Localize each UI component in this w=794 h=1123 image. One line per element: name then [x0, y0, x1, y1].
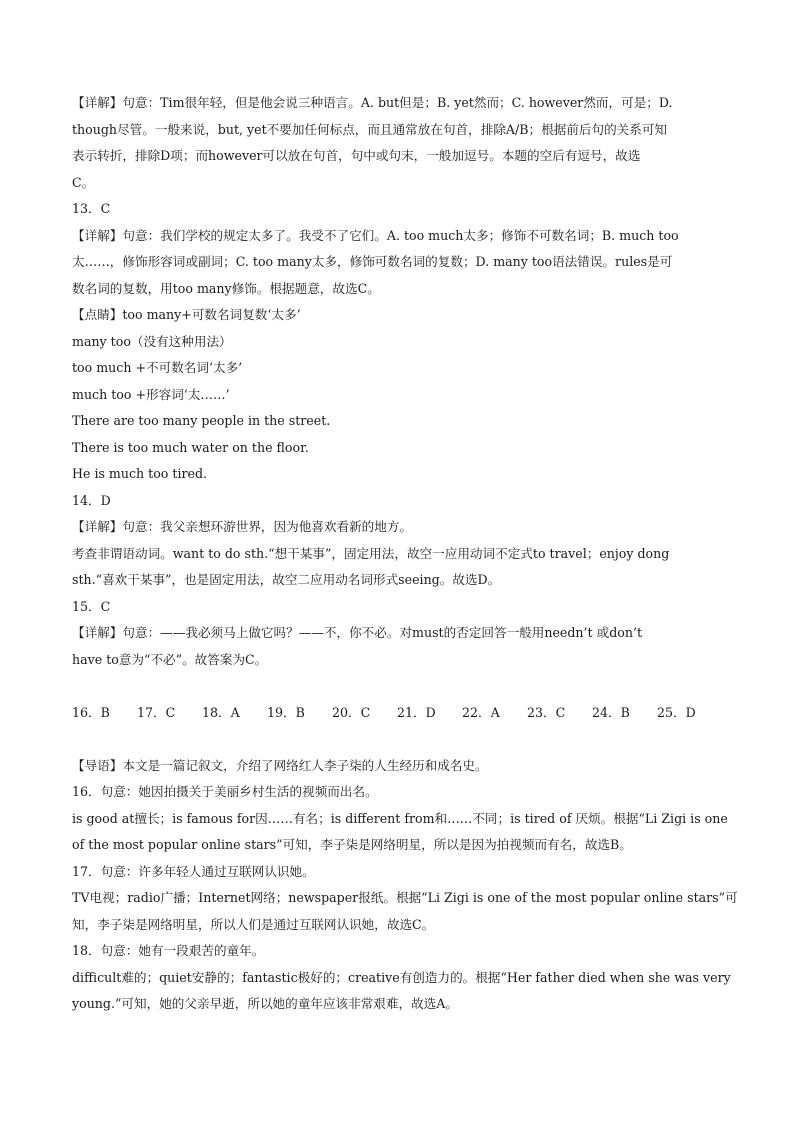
text-line	[72, 1018, 722, 1045]
text-line: 17．句意：许多年轻人通过互联网认识她。	[72, 863, 315, 879]
text-line: have to意为“不必”。故答案为C。	[72, 651, 268, 667]
text-line: 数名词的复数，用too many修饰。根据题意，故选C。	[72, 280, 380, 296]
example-sentence: There are too many people in the street.	[72, 413, 331, 428]
text-line: C。	[72, 174, 95, 190]
answer-item: 20．C	[332, 704, 371, 720]
text-line: is good at擅长；is famous for因……有名；is different from和……不同；is tired of 厌烦。根据“Li Zigi is one	[72, 810, 728, 826]
text-line: though尽管。一般来说，but, yet不要加任何标点，而且通常放在句首，排除A/B；根据前后句的关系可知	[72, 121, 668, 137]
answer-key-row	[72, 700, 722, 727]
answer-item: 24．B	[592, 704, 630, 720]
answer-item: 18．A	[202, 704, 240, 720]
text-line: 太……，修饰形容词或副词；C. too many太多，修饰可数名词的复数；D. many too语法错误。rules是可	[72, 254, 673, 269]
answer-item: 21．D	[397, 704, 436, 720]
answer-item: 16．B	[72, 704, 110, 720]
document-body	[72, 90, 738, 1044]
text-line: 16．句意：她因拍摄关于美丽乡村生活的视频而出名。	[72, 784, 378, 799]
text-line: too much +不可数名词‘太多’	[72, 360, 243, 375]
question-number: 14．D	[72, 492, 111, 508]
text-line: 18．句意：她有一段艰苦的童年。	[72, 943, 265, 958]
text-line: sth.“喜欢干某事”，也是固定用法，故空二应用动名词形式seeing。故选D。	[72, 572, 501, 587]
text-line: much too +形容词‘太……’	[72, 386, 230, 402]
example-sentence: There is too much water on the floor.	[72, 439, 309, 455]
answer-item: 23．C	[527, 704, 566, 720]
text-line: 【点睛】too many+可数名词复数‘太多’	[72, 307, 301, 322]
text-line: 【详解】句意：我父亲想环游世界，因为他喜欢看新的地方。	[72, 519, 413, 534]
answer-item: 22．A	[462, 704, 500, 720]
question-number: 15．C	[72, 598, 111, 614]
text-line: difficult难的；quiet安静的；fantastic极好的；creative有创造力的。根据“Her father died when she was very	[72, 969, 731, 985]
text-line: of the most popular online stars”可知，李子柒是网络明星，所以是因为拍视频而有名，故选B。	[72, 837, 632, 852]
text-line: 【详解】句意：我们学校的规定太多了。我受不了它们。A. too much太多；修饰不可数名词；B. much too	[72, 227, 679, 243]
answer-item: 25．D	[657, 704, 696, 720]
text-line: 【导语】本文是一篇记叙文，介绍了网络红人李子柒的人生经历和成名史。	[72, 757, 488, 773]
text-line: 表示转折，排除D项；而however可以放在句首，句中或句末，一般加逗号。本题的空后有逗号，故选	[72, 148, 641, 163]
text-line: 考查非谓语动词。want to do sth.“想干某事”，固定用法，故空一应用动词不定式to travel；enjoy dong	[72, 545, 670, 561]
text-line: 【详解】句意：——我必须马上做它吗？——不，你不必。对must的否定回答一般用needn’t 或don’t	[72, 625, 643, 640]
text-line: 知，李子柒是网络明星，所以人们是通过互联网认识她，故选C。	[72, 916, 435, 932]
answer-item: 19．B	[267, 704, 305, 720]
example-sentence: He is much too tired.	[72, 466, 208, 481]
text-line: TV电视；radio广播；Internet网络；newspaper报纸。根据“Li Zigi is one of the most popular online stars”可	[72, 890, 738, 905]
text-line: many too（没有这种用法）	[72, 333, 232, 349]
text-line: young.”可知，她的父亲早逝，所以她的童年应该非常艰难，故选A。	[72, 996, 458, 1011]
answer-item: 17．C	[137, 704, 176, 720]
text-line: 【详解】句意：Tim很年轻，但是他会说三种语言。A. but但是；B. yet然而；C. however然而，可是；D.	[72, 95, 673, 110]
question-number: 13．C	[72, 201, 111, 216]
